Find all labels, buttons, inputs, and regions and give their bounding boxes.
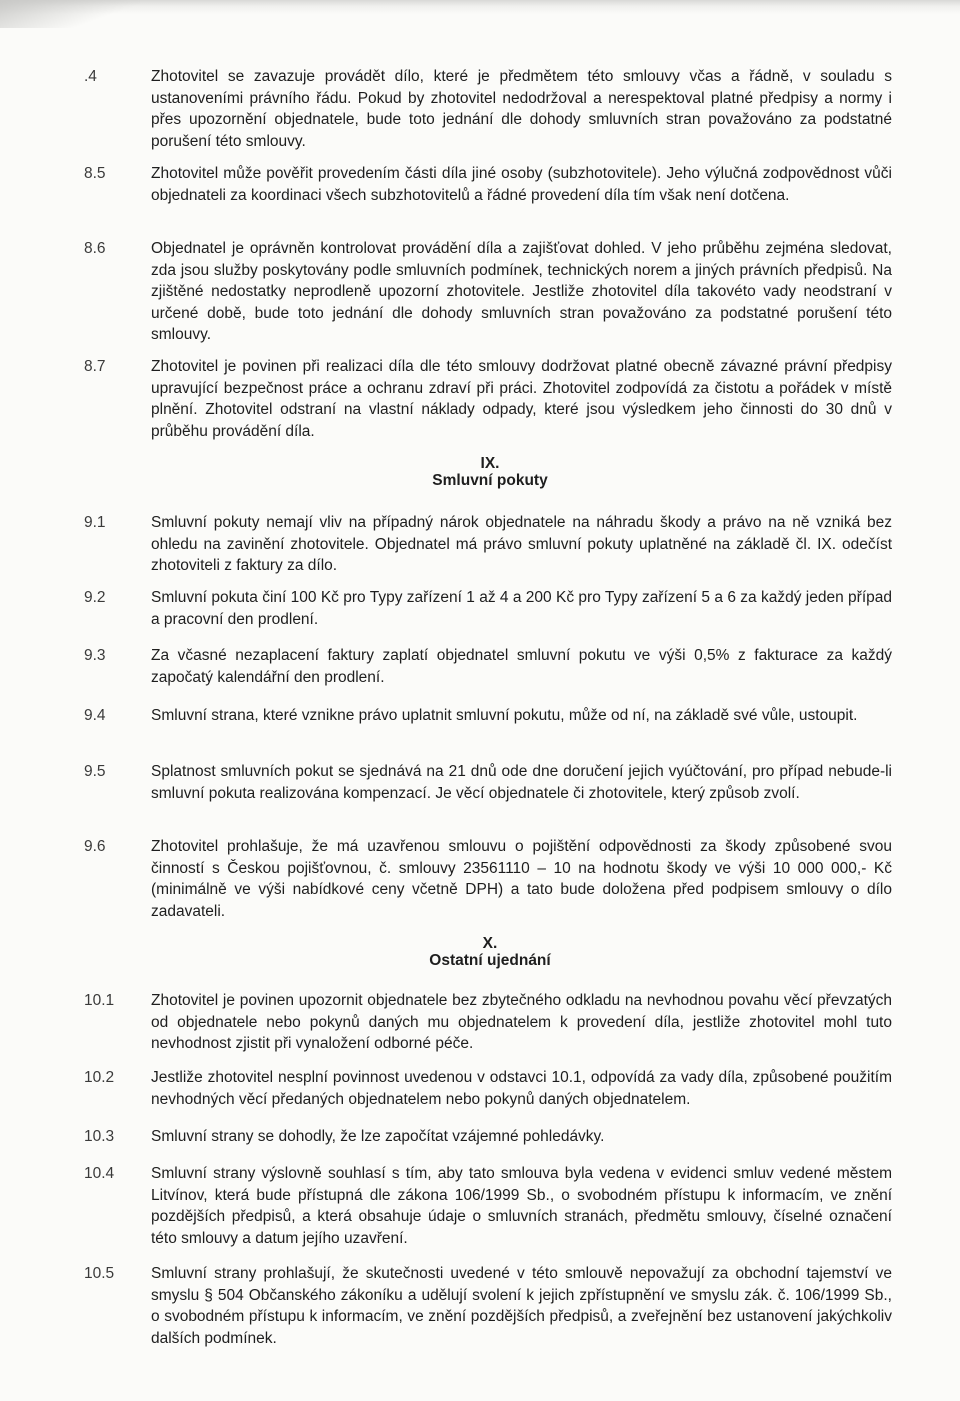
- clause-text: Splatnost smluvních pokut se sjednává na 21 dnů ode dne doručení jejich vyúčtování, pro případ nebude-li smluvní pokuta realizována kompenzací. Je věcí objednatele či zhotovitele, který způsob zvolí.: [151, 763, 892, 802]
- article-ix-title: Smluvní pokuty: [432, 472, 548, 489]
- clause-number: 10.1: [84, 992, 115, 1009]
- clause-number: 9.3: [84, 647, 106, 664]
- scan-corner-shadow: [0, 0, 140, 28]
- clause-number: 9.2: [84, 589, 106, 606]
- clause-number: 9.1: [84, 514, 106, 531]
- clause-text: Smluvní pokuty nemají vliv na případný nárok objednatele na náhradu škody a právo na ně vzniká bez ohledu na zavinění zhotovitele. Objednatel má právo smluvní pokuty uplatněné na základě čl. IX. odečíst zhotoviteli z faktury za dílo.: [151, 514, 892, 575]
- clause-text: Smluvní strana, které vznikne právo uplatnit smluvní pokutu, může od ní, na základě své vůle, ustoupit.: [151, 707, 858, 724]
- clause-text: Jestliže zhotovitel nesplní povinnost uvedenou v odstavci 10.1, odpovídá za vady díla, způsobené použitím nevhodných věcí předaných objednatelem nebo pokynů daných objednatelem.: [151, 1069, 892, 1108]
- clause-number: 10.5: [84, 1265, 115, 1282]
- clause-text: Za včasné nezaplacení faktury zaplatí objednatel smluvní pokutu ve výši 0,5% z fakturace za každý započatý kalendářní den prodlení.: [151, 647, 892, 686]
- clause-number: 10.2: [84, 1069, 115, 1086]
- clause-number: 9.5: [84, 763, 106, 780]
- clause-text: Smluvní strany výslovně souhlasí s tím, aby tato smlouva byla vedena v evidenci smluv vedené městem Litvínov, která bude přístupná dle zákona 106/1999 Sb., o svobodném přístupu k informacím, ve znění pozdějších předpisů, a která obsahuje údaje o smluvních stranách, předmětu smlouvy, číselné označení této smlouvy a datum jejího uzavření.: [151, 1165, 892, 1247]
- clause-text: Smluvní strany se dohodly, že lze započítat vzájemné pohledávky.: [151, 1128, 605, 1145]
- clause-text: Smluvní pokuta činí 100 Kč pro Typy zařízení 1 až 4 a 200 Kč pro Typy zařízení 5 a 6 za každý jeden případ a pracovní den prodlení.: [151, 589, 892, 628]
- clause-number: 8.5: [84, 165, 106, 182]
- clause-text: Zhotovitel prohlašuje, že má uzavřenou smlouvu o pojištění odpovědnosti za škody způsobené svou činností s Českou pojišťovnou, č. smlouvy 23561110 – 10 na hodnotu škody ve výši 10 000 000,- Kč (minimálně ve výši nabídkové ceny včetně DPH) a tato bude doložena před podpisem smlouvy o dílo zadavateli.: [151, 838, 892, 920]
- clause-number: 10.3: [84, 1128, 115, 1145]
- scan-top-edge: [0, 0, 960, 14]
- article-x-number: X.: [482, 935, 498, 952]
- clause-number: 10.4: [84, 1165, 115, 1182]
- clause-number: 9.6: [84, 838, 106, 855]
- clause-number: 8.7: [84, 358, 106, 375]
- article-ix-number: IX.: [480, 455, 500, 472]
- clause-text: Zhotovitel se zavazuje provádět dílo, které je předmětem této smlouvy včas a řádně, v souladu s ustanoveními právního řádu. Pokud by zhotovitel nedodržoval a nerespektoval platné předpisy a normy i přes upozornění objednatele, bude toto jednání dle dohody smluvních stran považováno za podstatné porušení této smlouvy.: [151, 68, 892, 150]
- clause-text: Smluvní strany prohlašují, že skutečnosti uvedené v této smlouvě nepovažují za obchodní tajemství ve smyslu § 504 Občanského zákoníku a udělují svolení k jejich zpřístupnění ve smyslu zák. č. 106/1999 Sb., o svobodném přístupu k informacím, ve znění pozdějších předpisů, a zveřejnění bez ustanovení jakýchkoliv dalších podmínek.: [151, 1265, 892, 1347]
- clause-text: Zhotovitel je povinen upozornit objednatele bez zbytečného odkladu na nevhodnou povahu věcí převzatých od objednatele nebo pokynů daných mu objednatelem k provedení díla, jestliže zhotovitel mohl tuto nevhodnost zjistit při vynaložení odborné péče.: [151, 992, 892, 1053]
- clause-text: Zhotovitel může pověřit provedením části díla jiné osoby (subzhotovitele). Jeho výlučná zodpovědnost vůči objednateli za koordinaci všech subzhotovitelů a řádné provedení díla tím však není dotčena.: [151, 165, 892, 204]
- clause-text: Objednatel je oprávněn kontrolovat provádění díla a zajišťovat dohled. V jeho průběhu zejména sledovat, zda jsou služby poskytovány podle smluvních podmínek, technických norem a jiných právních předpisů. Na zjištěné nedostatky neprodleně upozorní zhotovitele. Jestliže zhotovitel díla takovéto vady neodstraní v určené době, bude toto jednání dle dohody smluvních stran považováno za podstatné porušení této smlouvy.: [151, 240, 892, 344]
- clause-number: 8.6: [84, 240, 106, 257]
- clause-number: .4: [84, 68, 97, 85]
- clause-number: 9.4: [84, 707, 106, 724]
- article-x-title: Ostatní ujednání: [429, 952, 551, 969]
- clause-text: Zhotovitel je povinen při realizaci díla dle této smlouvy dodržovat platné obecně závazné právní předpisy upravující bezpečnost práce a ochranu zdraví při práci. Zhotovitel zodpovídá za čistotu a pořádek v místě plnění. Zhotovitel odstraní na vlastní náklady odpady, které jsou výsledkem jeho činnosti do 30 dnů v průběhu provádění díla.: [151, 358, 892, 440]
